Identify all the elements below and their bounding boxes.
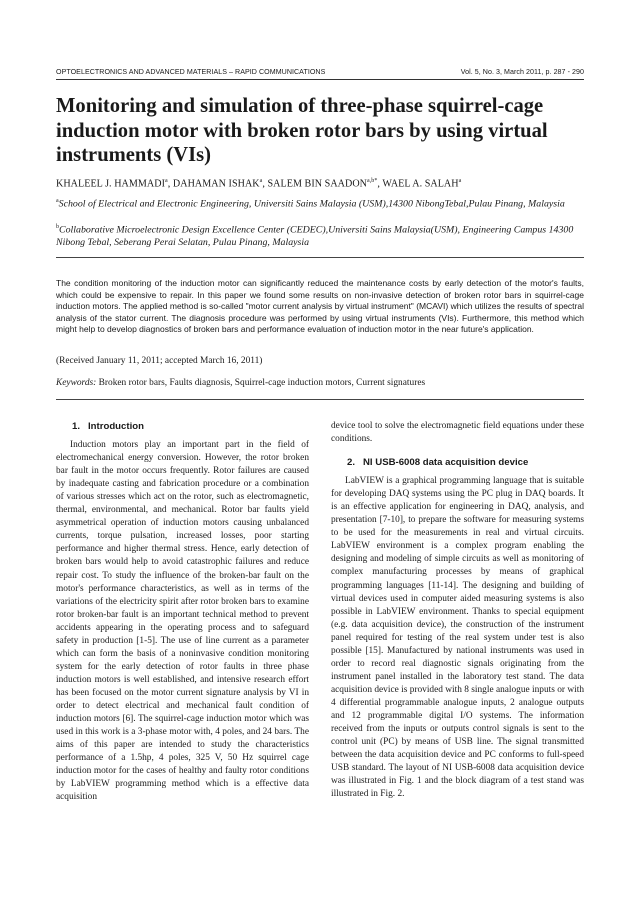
- affiliation-a: [56, 195, 586, 210]
- affiliation-mark: a: [56, 198, 59, 204]
- affiliation-b: [56, 221, 586, 249]
- volume-info: Vol. 5, No. 3, March 2011, p. 287 - 290: [460, 68, 584, 76]
- abstract-top-rule: [56, 257, 584, 258]
- introduction-body: Induction motors play an important part in the field of electromechanical energy conversion. However, the rotor broken bar fault in the motor occurs frequently. Rotor failures are caused by inadequate casting and fabrication procedure or a combination of various stresses which act on the rotor, such as electromagnetic, thermal, environmental, and mechanical. Rotor bar faults yield asymmetrical operation of induction motors causing unbalanced currents, torque pulsation, increased losses, poor starting performance and higher thermal stress. Hence, early detection of broken bars would help to avoid catastrophic failures and reduce repair cost. To study the influence of the broken-bar fault on the motor's performance characteristics, as well as in terms of the variations of the electricity spirit after rotor broken bars to examine rotor broken-bar fault is an important technical method to prevent accidents appearing in the operating process and to safeguard safety in production [1-5]. The use of line current as a parameter which can form the basis of a noninvasive condition monitoring system for the early detection of rotor faults in three phase induction motors is well established, and intensive research effort has been focused on the motor current signature analysis by VI in order to detect electrical and mechanical fault condition of induction motors [6]. The squirrel-cage induction motor which was used in this work is a 3-phase motor with, 4 poles, and 24 bars. The aims of this paper are intended to study the characteristics performance of a 1.5hp, 4 poles, 325 V, 50 Hz squirrel cage induction motor for the cases of healthy and faulty rotor conditions by LabVIEW programming method which is a effective data acquisition: [56, 440, 309, 803]
- keywords: [56, 378, 584, 388]
- received-dates: (Received January 11, 2011; accepted March 16, 2011): [56, 356, 263, 366]
- section-number: 2.: [347, 457, 356, 469]
- author-list: KHALEEL J. HAMMADI$^a$, DAHAMAN ISHAK$^a$, SALEM BIN $SAADON^{a,b*}$, WAEL A. SALAH$^a$: [56, 178, 462, 190]
- author-name: SALEM BIN SAADON: [267, 178, 368, 190]
- section-heading-daq: [331, 456, 584, 469]
- author-name: KHALEEL J. HAMMADI: [56, 178, 166, 190]
- section-title: Introduction: [88, 421, 144, 432]
- author-mark: a: [458, 178, 462, 184]
- header-rule: [56, 79, 584, 80]
- section-number: 1.: [72, 421, 81, 432]
- keywords-text: Broken rotor bars, Faults diagnosis, Squirrel-cage induction motors, Current signatures: [98, 378, 426, 388]
- author-mark: a: [259, 178, 263, 184]
- section-title: NI USB-6008 data acquisition device: [363, 457, 529, 469]
- right-column: [331, 420, 584, 801]
- author-name: WAEL A. SALAH: [382, 178, 459, 190]
- affiliation-text: Collaborative Microelectronic Design Excellence Center (CEDEC),Universiti Sains Malaysia(USM), Engineering Campus 14300 Nibong Tebal, Seberang Perai Selatan, Pulau Pinang, Malaysia: [56, 224, 574, 249]
- introduction-continuation: device tool to solve the electromagnetic field equations under these conditions.: [331, 421, 584, 445]
- running-header: [56, 68, 584, 76]
- section-heading-introduction: [56, 420, 309, 433]
- author-name: DAHAMAN ISHAK: [172, 178, 260, 190]
- abstract-bottom-rule: [56, 399, 584, 400]
- daq-body: LabVIEW is a graphical programming language that is suitable for developing DAQ systems using the PC plug in DAQ boards. It is an effective application for engineering in DAQ, analysis, and presentation [7-10], to prepare the software for measuring systems to be used for the measurements in real and virtual circuits. LabVIEW environment is a complex program enabling the designing and modeling of simple circuits as well as monitoring of complex manufacturing processes by means of graphical programming languages [11-14]. The designing and building of virtual devices used in computer aided measuring systems is also possible in LabVIEW environment. Thanks to special equipment (e.g. data acquisition device), the construction of the instrument panel required for testing of the real system under test is also possible [15]. Manufactured by national instruments was used in order to record real diagnostic signals originating from the instrument panel installed in the laboratory test stand. The data acquisition device is provided with 8 single analogue inputs or with 4 differential programmable analogue inputs, 2 analogue outputs and 12 programmable digital I/O systems. The information received from the inputs or outputs control signals is sent to the control unit (PC) by means of USB line. The signal transmitted between the data acquisition device and PC conforms to full-speed USB standard. The layout of NI USB-6008 data acquisition device was illustrated in Fig. 1 and the block diagram of a test stand was illustrated in Fig. 2.: [331, 476, 584, 800]
- affiliation-text: School of Electrical and Electronic Engineering, Universiti Sains Malaysia (USM),14300 NibongTebal,Pulau Pinang, Malaysia: [58, 198, 565, 210]
- journal-name: OPTOELECTRONICS AND ADVANCED MATERIALS – RAPID COMMUNICATIONS: [56, 68, 326, 76]
- paper-title: Monitoring and simulation of three-phase squirrel-cage induction motor with broken rotor bars by using virtual instruments (VIs): [56, 95, 548, 167]
- left-column: [56, 420, 309, 804]
- abstract: The condition monitoring of the induction motor can significantly reduced the maintenance costs by early detection of the motor's faults, which could be expensive to repair. In this paper we found some results on non-invasive detection of broken rotor bars in squirrel-cage induction motors. The applied method is so-called "motor current analysis by virtual instrument" (MCAVI) which utilizes the results of spectral analysis of the stator current. The diagnosis procedure was performed by using virtual instruments (VIs). Furthermore, this method which might help to develop diagnostics of broken bars and performance evaluation of induction motor in the near future's application.: [56, 278, 584, 335]
- author-mark: a: [165, 178, 168, 184]
- affiliation-mark: b: [56, 224, 59, 230]
- keywords-label: Keywords:: [56, 378, 97, 388]
- author-mark: a,b*: [367, 178, 378, 184]
